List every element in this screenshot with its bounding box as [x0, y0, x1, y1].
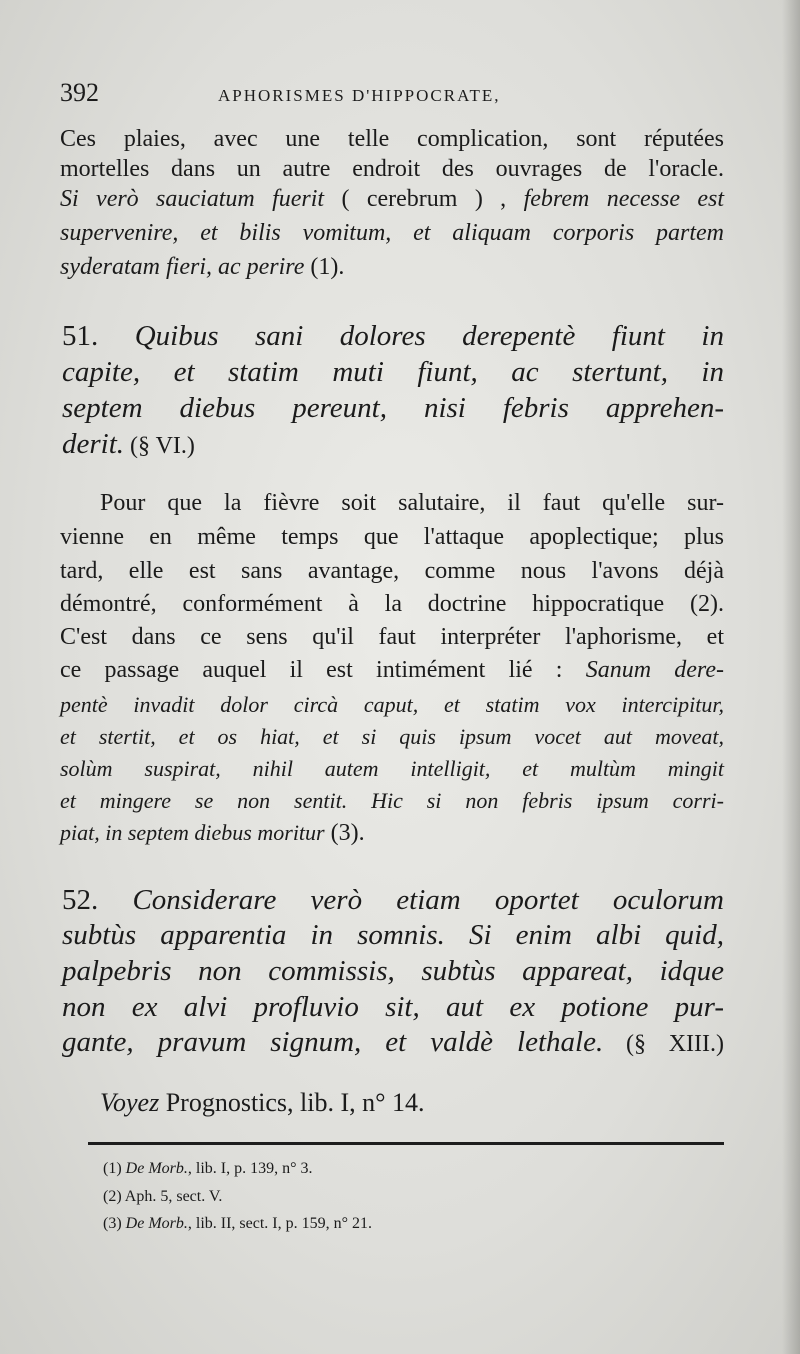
text-line	[60, 657, 724, 684]
text-fragment: ( cerebrum ) ,	[324, 186, 524, 212]
section-ref: (§ VI.)	[124, 433, 195, 459]
latin-line: supervenire, et bilis vomitum, et aliquam corporis partem	[60, 220, 724, 246]
aphorism-text: Considerare verò etiam oportet oculorum	[132, 884, 724, 916]
footnote-work: De Morb.	[125, 1160, 188, 1177]
aphorism-line	[62, 320, 724, 353]
latin-line: pentè invadit dolor circà caput, et statim vox intercipitur,	[60, 692, 724, 717]
text-line	[60, 820, 724, 847]
cross-reference	[100, 1088, 425, 1118]
footnote	[103, 1160, 313, 1178]
aphorism-line: subtùs apparentia in somnis. Si enim albi quid,	[62, 919, 724, 951]
footnote-mark: (1)	[103, 1160, 122, 1177]
aphorism-number: 51.	[62, 320, 99, 352]
text-line: mortelles dans un autre endroit des ouvrages de l'oracle.	[60, 156, 724, 182]
text-line: vienne en même temps que l'attaque apoplectique; plus	[60, 524, 724, 550]
latin-quote: febrem necesse est	[523, 186, 725, 212]
latin-line: et stertit, et os hiat, et si quis ipsum vocet aut moveat,	[60, 724, 724, 749]
footnote-mark: (2)	[103, 1188, 122, 1205]
footnote	[103, 1215, 372, 1233]
footnote-ref: (3).	[324, 820, 365, 846]
section-ref: (§ XIII.)	[603, 1031, 724, 1057]
aphorism-line	[62, 428, 724, 461]
text-line	[60, 186, 724, 213]
aphorism-line: septem diebus pereunt, nisi febris apprehen-	[62, 392, 724, 424]
page-edge-shadow	[782, 0, 800, 1354]
aphorism-text: derit.	[62, 428, 125, 460]
latin-quote: piat, in septem diebus moritur	[60, 820, 325, 845]
footnote-ref: (1).	[304, 254, 345, 280]
latin-line: solùm suspirat, nihil autem intelligit, et multùm mingit	[60, 756, 724, 781]
aphorism-line: palpebris non commissis, subtùs appareat, idque	[62, 955, 724, 987]
text-fragment: ce passage auquel il est intimément lié :	[60, 657, 586, 683]
text-line	[60, 254, 724, 281]
aphorism-text: gante, pravum signum, et valdè lethale.	[62, 1026, 604, 1058]
running-head: APHORISMES D'HIPPOCRATE,	[218, 86, 501, 105]
footnote-rule	[88, 1142, 724, 1145]
text-line: C'est dans ce sens qu'il faut interpréter l'aphorisme, et	[60, 624, 724, 650]
page-number: 392	[60, 78, 99, 107]
footnote-text: , lib. II, sect. I, p. 159, n° 21.	[187, 1215, 373, 1232]
text-line: Ces plaies, avec une telle complication, sont réputées	[60, 126, 724, 152]
text-line: Pour que la fièvre soit salutaire, il faut qu'elle sur-	[100, 490, 724, 516]
aphorism-line: non ex alvi profluvio sit, aut ex potione pur-	[62, 991, 724, 1023]
footnote-text: Aph. 5, sect. V.	[124, 1188, 223, 1205]
aphorism-line: capite, et statim muti fiunt, ac stertunt, in	[62, 356, 724, 388]
aphorism-line	[62, 1026, 724, 1059]
latin-line: et mingere se non sentit. Hic si non febris ipsum corri-	[60, 788, 724, 813]
latin-quote: Sanum dere-	[585, 657, 724, 683]
footnote	[103, 1188, 222, 1206]
text-line: tard, elle est sans avantage, comme nous l'avons déjà	[60, 558, 724, 584]
aphorism-number: 52.	[62, 884, 99, 916]
aphorism-text: Quibus sani dolores derepentè fiunt in	[134, 320, 724, 352]
text-line: démontré, conformément à la doctrine hippocratique (2).	[60, 591, 724, 617]
footnote-mark: (3)	[103, 1215, 122, 1232]
latin-quote: syderatam fieri, ac perire	[60, 254, 305, 280]
latin-quote: Si verò sauciatum fuerit	[60, 186, 325, 212]
cross-reference-text: Prognostics, lib. I, n° 14.	[159, 1088, 425, 1117]
page-header	[60, 78, 720, 112]
cross-reference-label: Voyez	[100, 1088, 160, 1117]
footnote-text: , lib. I, p. 139, n° 3.	[187, 1160, 313, 1177]
footnote-work: De Morb.	[125, 1215, 188, 1232]
aphorism-line	[62, 884, 724, 917]
